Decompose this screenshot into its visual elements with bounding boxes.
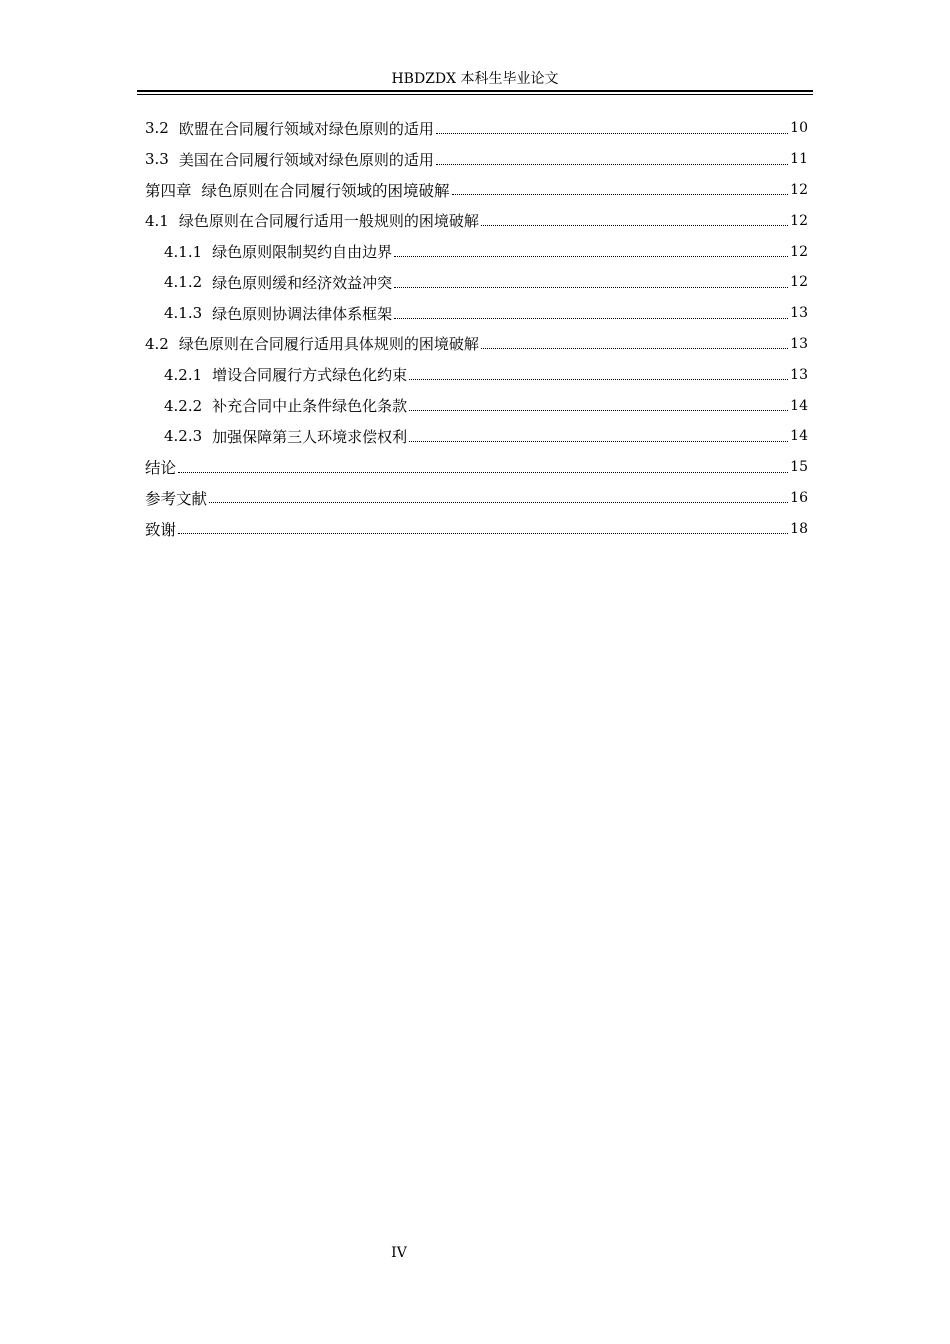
toc-entry[interactable]: [145, 267, 808, 298]
toc-entry-number: 4.1.2: [164, 273, 203, 292]
toc-dot-leader: [436, 164, 788, 165]
toc-entry-title: 绿色原则在合同履行适用一般规则的困境破解: [178, 212, 479, 231]
toc-dot-leader: [436, 133, 788, 134]
toc-entry[interactable]: [145, 205, 808, 236]
toc-entry[interactable]: [145, 452, 808, 483]
toc-dot-leader: [178, 533, 788, 534]
toc-entry-page: 14: [790, 397, 808, 414]
toc-entry-page: 12: [790, 181, 808, 198]
toc-entry-page: 16: [790, 489, 808, 506]
toc-dot-leader: [481, 225, 788, 226]
toc-entry-title: 补充合同中止条件绿色化条款: [212, 397, 408, 416]
toc-dot-leader: [409, 410, 788, 411]
toc-entry-page: 13: [790, 366, 808, 383]
toc-dot-leader: [409, 441, 788, 442]
toc-entry-title: 绿色原则在合同履行适用具体规则的困境破解: [178, 335, 479, 354]
toc-entry-title: 欧盟在合同履行领域对绿色原则的适用: [178, 119, 434, 138]
toc-entry-title: 绿色原则协调法律体系框架: [212, 304, 393, 323]
toc-entry-page: 14: [790, 428, 808, 445]
toc-entry[interactable]: [145, 421, 808, 452]
toc-entry[interactable]: [145, 144, 808, 175]
toc-entry-title: 绿色原则缓和经济效益冲突: [212, 273, 393, 292]
toc-entry-title: 绿色原则限制契约自由边界: [212, 243, 393, 262]
toc-entry-number: 3.3: [145, 150, 169, 169]
toc-entry-title: 致谢: [145, 520, 177, 539]
toc-entry[interactable]: [145, 236, 808, 267]
toc-entry[interactable]: [145, 175, 808, 206]
toc-entry-title: 参考文献: [145, 489, 208, 508]
toc-entry-number: 第四章: [145, 181, 192, 200]
toc-entry[interactable]: [145, 298, 808, 329]
table-of-contents: [145, 113, 808, 544]
toc-entry-number: 4.2: [145, 334, 169, 353]
toc-entry-page: 13: [790, 305, 808, 322]
toc-dot-leader: [452, 194, 789, 195]
toc-entry-page: 13: [790, 335, 808, 352]
toc-entry-number: 4.1: [145, 211, 169, 230]
toc-entry-page: 15: [790, 459, 808, 476]
toc-entry-title: 结论: [145, 459, 177, 478]
toc-entry-number: 4.1.1: [164, 242, 203, 261]
toc-entry-title: 增设合同履行方式绿色化约束: [212, 366, 408, 385]
page-number: IV: [391, 1245, 407, 1261]
toc-dot-leader: [481, 348, 788, 349]
toc-dot-leader: [209, 502, 788, 503]
header-double-rule: [137, 90, 813, 95]
toc-entry-number: 3.2: [145, 119, 169, 138]
toc-entry-page: 11: [790, 151, 808, 168]
toc-entry[interactable]: [145, 483, 808, 514]
toc-entry-page: 12: [790, 243, 808, 260]
toc-entry-number: 4.2.1: [164, 365, 203, 384]
running-header: HBDZDX 本科生毕业论文: [391, 71, 559, 87]
toc-dot-leader: [409, 379, 788, 380]
toc-entry-page: 10: [790, 120, 808, 137]
toc-dot-leader: [394, 256, 788, 257]
toc-entry[interactable]: [145, 390, 808, 421]
toc-entry-page: 18: [790, 520, 808, 537]
toc-entry-number: 4.2.2: [164, 396, 203, 415]
toc-entry[interactable]: [145, 359, 808, 390]
toc-entry-number: 4.1.3: [164, 304, 203, 323]
toc-entry-page: 12: [790, 274, 808, 291]
toc-entry[interactable]: [145, 329, 808, 360]
toc-entry-title: 绿色原则在合同履行领域的困境破解: [201, 181, 450, 200]
toc-dot-leader: [394, 287, 788, 288]
toc-entry-title: 美国在合同履行领域对绿色原则的适用: [178, 150, 434, 169]
toc-dot-leader: [178, 472, 788, 473]
toc-dot-leader: [394, 318, 788, 319]
toc-entry[interactable]: [145, 513, 808, 544]
toc-entry-number: 4.2.3: [164, 427, 203, 446]
toc-entry[interactable]: [145, 113, 808, 144]
toc-entry-title: 加强保障第三人环境求偿权利: [212, 427, 408, 446]
toc-entry-page: 12: [790, 212, 808, 229]
